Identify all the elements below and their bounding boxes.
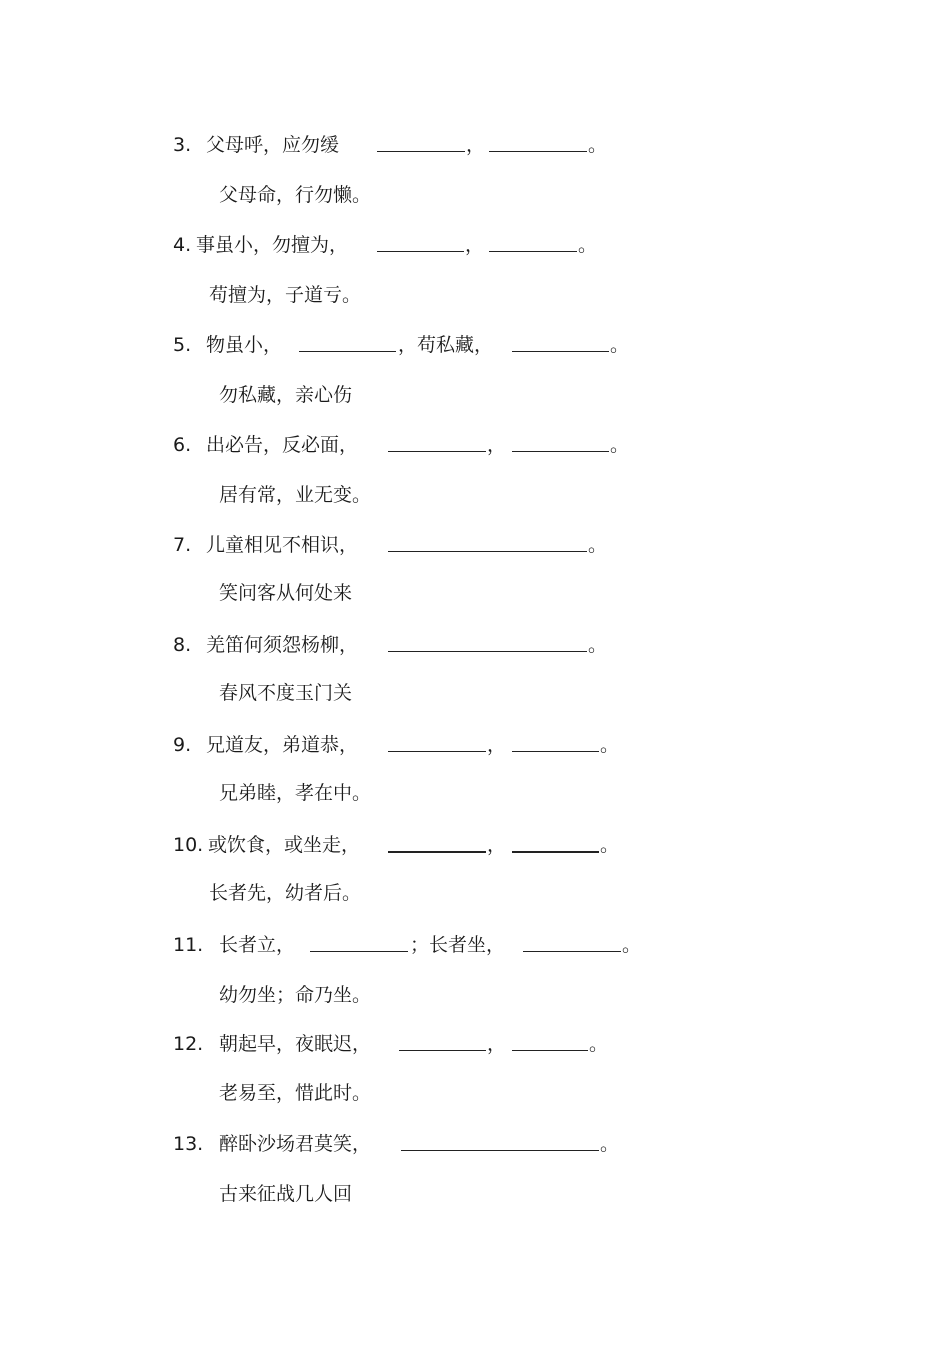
question-number: 13. <box>173 1133 204 1155</box>
comma-separator: ， <box>487 734 507 756</box>
answer-blank-1[interactable] <box>377 251 464 252</box>
period-end: 。 <box>588 534 608 556</box>
answer-blank-2[interactable] <box>489 151 587 152</box>
question-number: 10. <box>173 834 204 856</box>
question-number: 8. <box>173 634 192 656</box>
question-number: 11. <box>173 934 204 956</box>
question-text: 物虽小， <box>206 334 283 356</box>
answer-text: 春风不度玉门关 <box>219 682 353 704</box>
question-row-10 <box>0 830 950 860</box>
question-text: 长者立， <box>219 934 296 956</box>
period-end: 。 <box>578 234 598 256</box>
period-end: 。 <box>600 734 620 756</box>
answer-blank-1[interactable] <box>388 551 587 552</box>
question-number: 4. <box>173 234 192 256</box>
question-row-9 <box>0 730 950 760</box>
question-text: 羌笛何须怨杨柳， <box>206 634 359 656</box>
question-number: 3. <box>173 134 192 156</box>
question-number: 9. <box>173 734 192 756</box>
answer-row-3 <box>0 180 950 210</box>
answer-blank-2[interactable] <box>523 951 621 952</box>
answer-row-4 <box>0 280 950 310</box>
answer-blank-2[interactable] <box>512 751 599 752</box>
question-text: 兄道友，弟道恭， <box>206 734 359 756</box>
comma-separator: ， <box>487 1033 507 1055</box>
answer-row-10 <box>0 878 950 908</box>
period-end: 。 <box>600 1133 620 1155</box>
answer-text: 父母命，行勿懒。 <box>219 184 372 206</box>
period-end: 。 <box>610 434 630 456</box>
answer-text: 勿私藏，亲心伤 <box>219 384 353 406</box>
answer-text: 古来征战几人回 <box>219 1183 353 1205</box>
answer-blank-1[interactable] <box>377 151 465 152</box>
comma-separator: ， <box>465 234 485 256</box>
question-text: 儿童相见不相识， <box>206 534 359 556</box>
question-text: 朝起早，夜眠迟， <box>219 1033 372 1055</box>
answer-row-5 <box>0 380 950 410</box>
period-end: 。 <box>610 334 630 356</box>
question-row-12 <box>0 1029 950 1059</box>
middle-text: ；长者坐， <box>410 934 506 956</box>
question-number: 6. <box>173 434 192 456</box>
answer-text: 苟擅为，子道亏。 <box>209 284 362 306</box>
answer-blank-1[interactable] <box>399 1050 486 1051</box>
answer-row-6 <box>0 480 950 510</box>
question-row-8 <box>0 630 950 660</box>
answer-row-12 <box>0 1078 950 1108</box>
answer-text: 老易至，惜此时。 <box>219 1082 372 1104</box>
question-row-4 <box>0 230 950 260</box>
answer-blank-1[interactable] <box>388 851 486 853</box>
answer-row-8 <box>0 678 950 708</box>
answer-text: 幼勿坐；命乃坐。 <box>219 984 372 1006</box>
answer-blank-2[interactable] <box>512 451 609 452</box>
period-end: 。 <box>588 634 608 656</box>
answer-row-13 <box>0 1179 950 1209</box>
period-end: 。 <box>622 934 642 956</box>
answer-text: 兄弟睦，孝在中。 <box>219 782 372 804</box>
period-end: 。 <box>589 1033 609 1055</box>
question-text: 出必告，反必面， <box>206 434 359 456</box>
answer-row-7 <box>0 578 950 608</box>
question-text: 或饮食，或坐走， <box>208 834 361 856</box>
question-text: 醉卧沙场君莫笑， <box>219 1133 372 1155</box>
answer-blank-1[interactable] <box>299 351 396 352</box>
question-number: 12. <box>173 1033 204 1055</box>
answer-text: 长者先，幼者后。 <box>209 882 362 904</box>
answer-blank-2[interactable] <box>512 851 599 853</box>
period-end: 。 <box>600 834 620 856</box>
answer-text: 笑问客从何处来 <box>219 582 353 604</box>
answer-blank-2[interactable] <box>512 351 609 352</box>
question-row-13 <box>0 1129 950 1159</box>
answer-blank-2[interactable] <box>512 1050 588 1051</box>
question-text: 事虽小，勿擅为， <box>196 234 349 256</box>
answer-row-9 <box>0 778 950 808</box>
answer-blank-1[interactable] <box>401 1150 599 1151</box>
middle-text: ，苟私藏， <box>398 334 494 356</box>
question-row-11 <box>0 930 950 960</box>
period-end: 。 <box>588 134 608 156</box>
answer-blank-1[interactable] <box>388 751 486 752</box>
question-row-5 <box>0 330 950 360</box>
answer-row-11 <box>0 980 950 1010</box>
answer-blank-1[interactable] <box>310 951 408 952</box>
comma-separator: ， <box>487 434 507 456</box>
comma-separator: ， <box>487 834 507 856</box>
question-row-7 <box>0 530 950 560</box>
question-text: 父母呼，应勿缓 <box>206 134 340 156</box>
question-row-3 <box>0 130 950 160</box>
question-number: 7. <box>173 534 192 556</box>
answer-blank-1[interactable] <box>388 651 587 652</box>
answer-blank-2[interactable] <box>489 251 577 252</box>
answer-blank-1[interactable] <box>388 451 486 452</box>
answer-text: 居有常，业无变。 <box>219 484 372 506</box>
comma-separator: ， <box>466 134 486 156</box>
question-row-6 <box>0 430 950 460</box>
question-number: 5. <box>173 334 192 356</box>
